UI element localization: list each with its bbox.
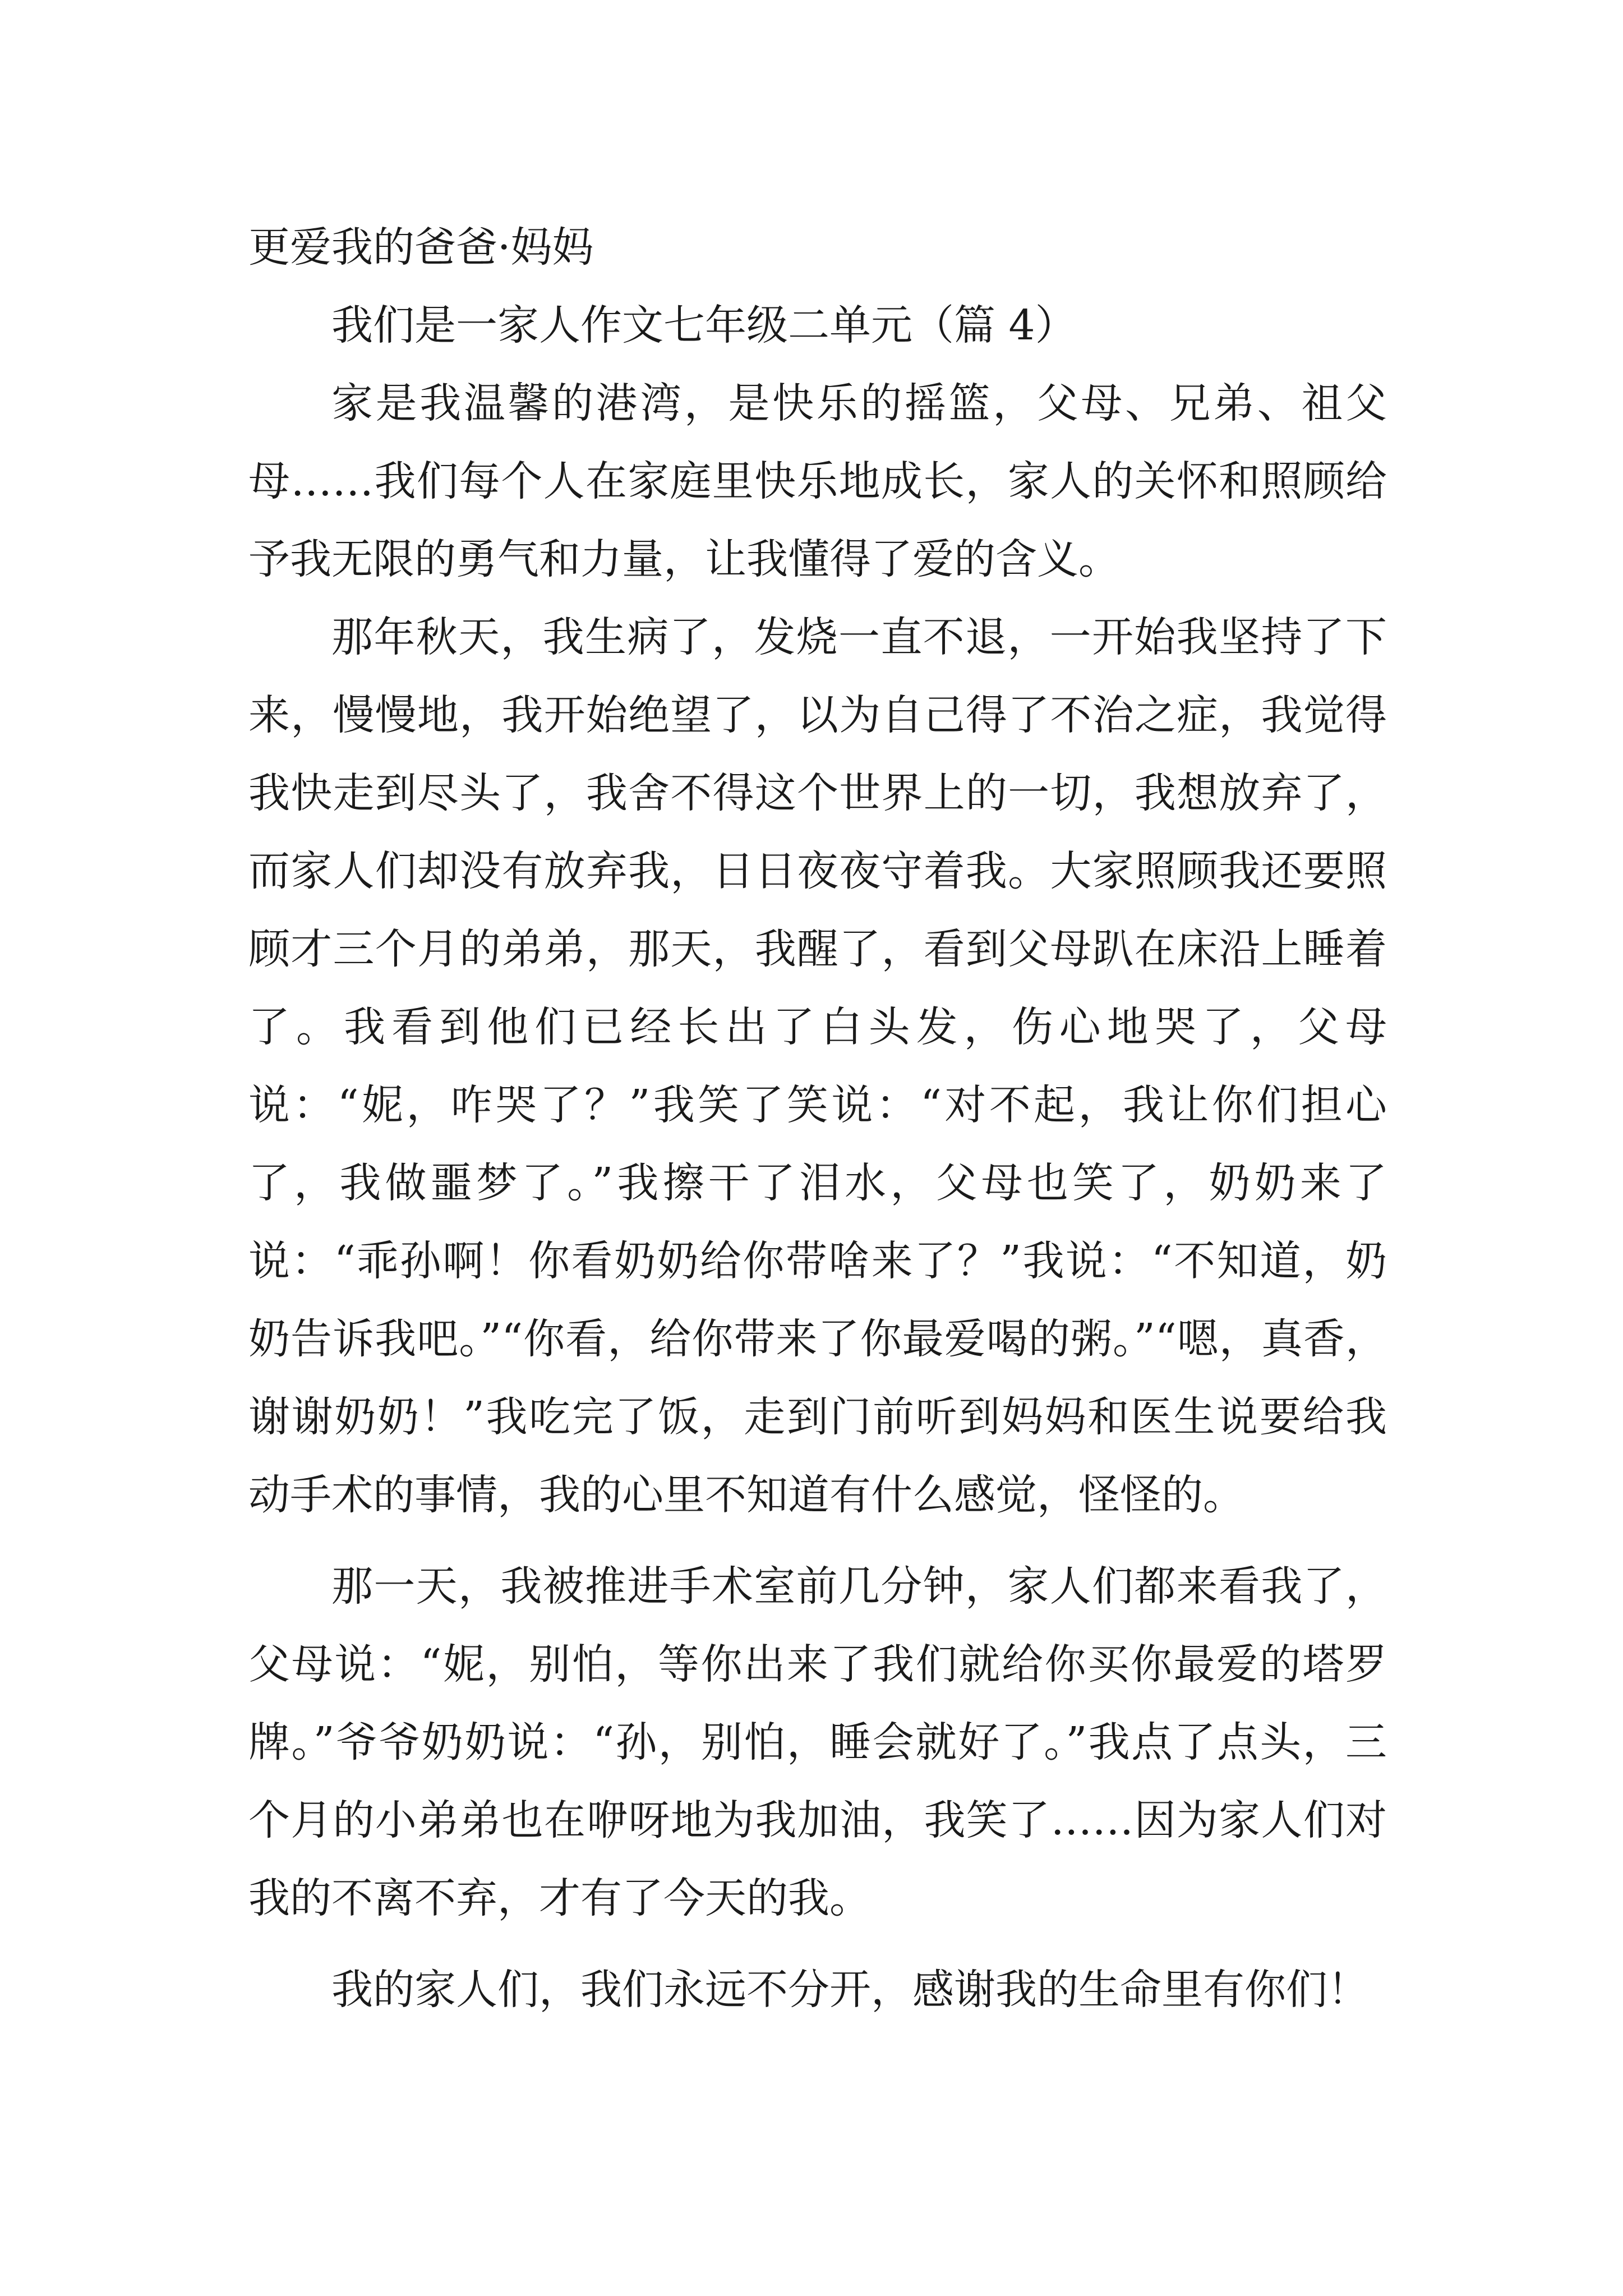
paragraph-illness: 那年秋天，我生病了，发烧一直不退，一开始我坚持了下来，慢慢地，我开始绝望了，以为自己得了不治之症，我觉得我快走到尽头了，我舍不得这个世界上的一切，我想放弃了，而家人们却没有放弃我，日日夜夜守着我。大家照顾我还要照顾才三个月的弟弟，那天，我醒了，看到父母趴在床沿上睡着了。我看到他们已经长出了白头发，伤心地哭了，父母说：“妮，咋哭了？”我笑了笑说：“对不起，我让你们担心了，我做噩梦了。”我擦干了泪水，父母也笑了，奶奶来了说：“乖孙啊！你看奶奶给你带啥来了？”我说：“不知道，奶奶告诉我吧。”“你看，给你带来了你最爱喝的粥。”“嗯，真香，谢谢奶奶！”我吃完了饭，走到门前听到妈妈和医生说要给我动手术的事情，我的心里不知道有什么感觉，怪怪的。	[248, 613, 1387, 1519]
paragraph-surgery: 那一天，我被推进手术室前几分钟，家人们都来看我了，父母说：“妮，别怕，等你出来了我们就给你买你最爱的塔罗牌。”爷爷奶奶说：“孙，别怕，睡会就好了。”我点了点头，三个月的小弟弟也在咿呀地为我加油，我笑了……因为家人们对我的不离不弃，才有了今天的我。	[248, 1562, 1387, 1922]
essay-heading: 我们是一家人作文七年级二单元（篇 4）	[331, 301, 1077, 349]
document-body	[248, 209, 1387, 2029]
closing-line: 更爱我的爸爸·妈妈	[248, 223, 594, 272]
paragraph-intro: 家是我温馨的港湾，是快乐的摇篮，父母、兄弟、祖父母……我们每个人在家庭里快乐地成长，家人的关怀和照顾给予我无限的勇气和力量，让我懂得了爱的含义。	[248, 379, 1387, 583]
paragraph-conclusion: 我的家人们，我们永远不分开，感谢我的生命里有你们！	[331, 1966, 1369, 2014]
